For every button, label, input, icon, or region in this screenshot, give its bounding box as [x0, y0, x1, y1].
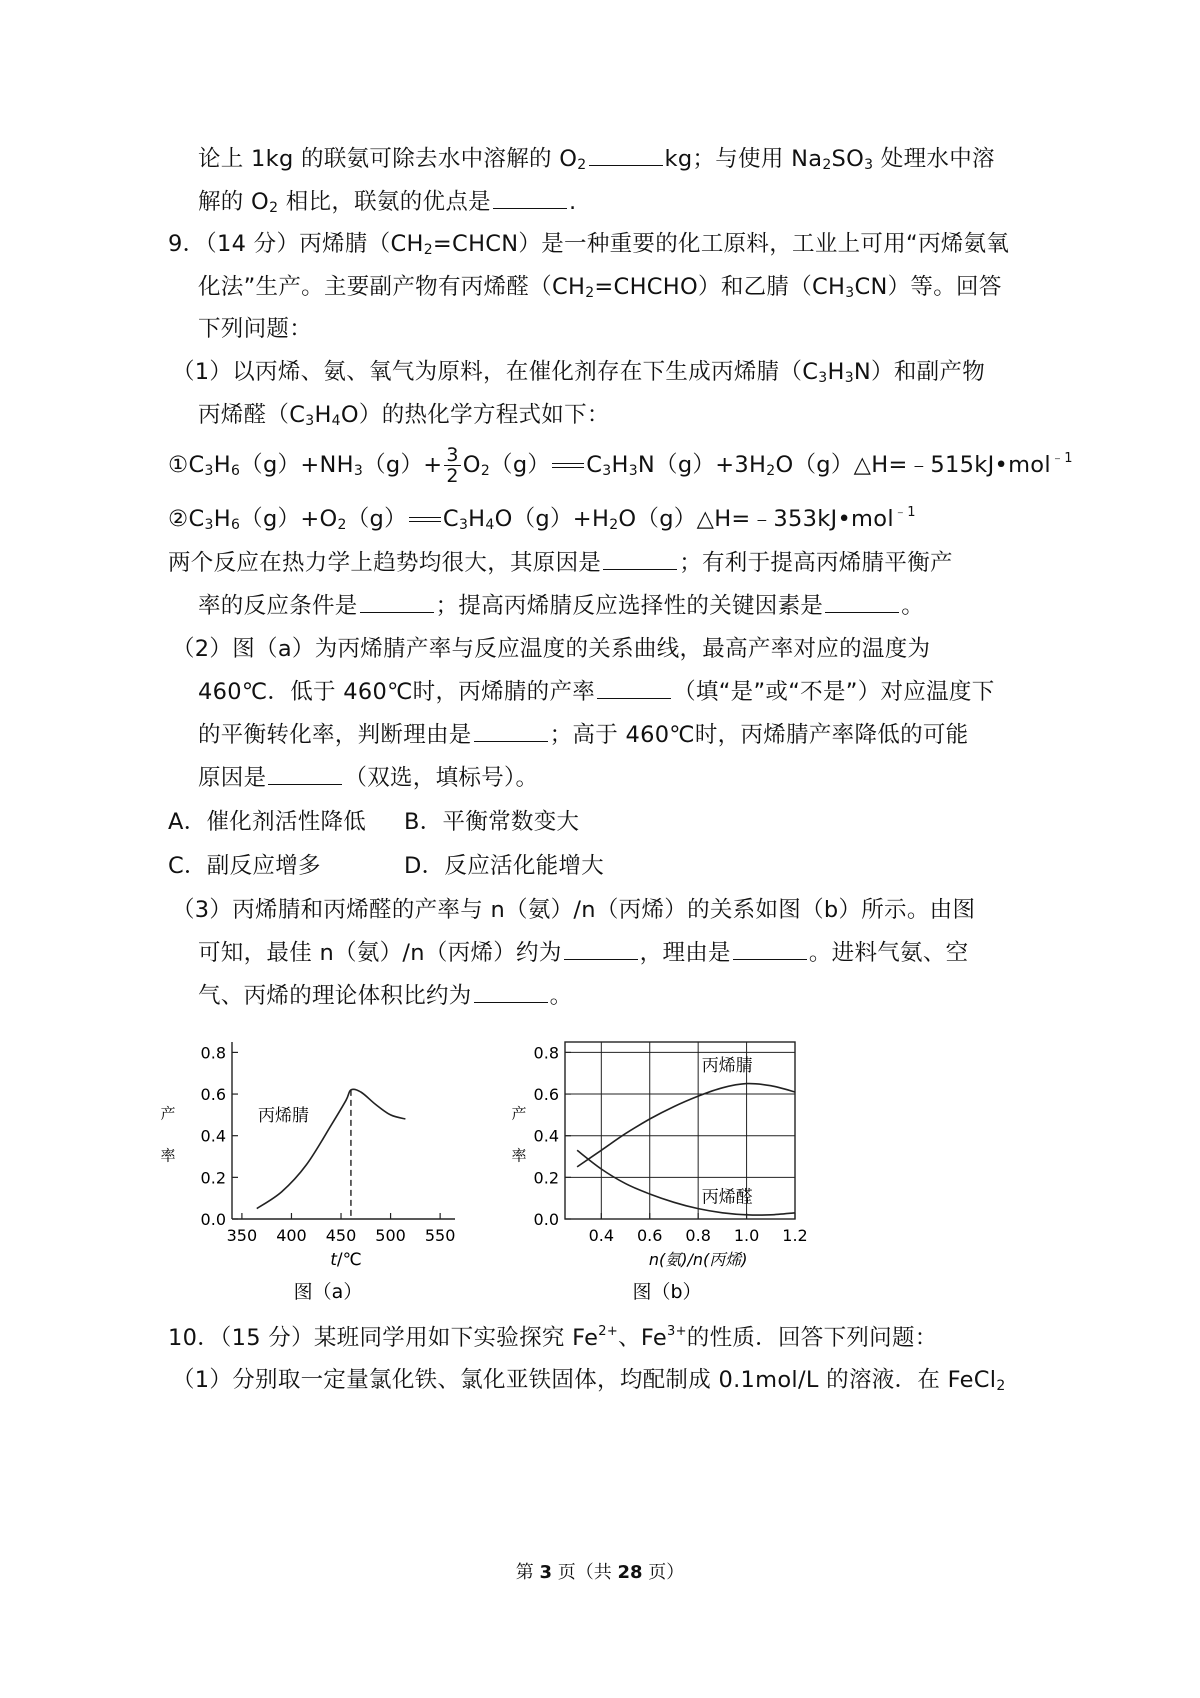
option-a[interactable]: A．催化剂活性降低 — [168, 809, 367, 835]
answer-blank[interactable] — [360, 592, 434, 613]
chart-caption: 图（b） — [632, 1281, 702, 1303]
chart-a — [150, 1022, 480, 1322]
q9-line-2: 化法”生产。主要副产物有丙烯醛$(CH_2=CHCHO)$和乙腈$(CH_3CN)$等。回答 — [198, 274, 1002, 301]
q9-part1-line-2: 丙烯醛$(C_3H_4O)$的热化学方程式如下： — [198, 402, 610, 429]
plot-frame — [565, 1042, 795, 1219]
q8-line-2: 解的 $O_2$ 相比，联氨的优点是 . — [198, 189, 577, 216]
page-footer: 第 3 页（共 28 页） — [515, 1562, 685, 1583]
q9-part3-line-3: 气、丙烯的理论体积比约为 。 — [198, 983, 573, 1009]
answer-blank[interactable] — [603, 549, 677, 570]
q10-line-2: （1）分别取一定量氯化铁、氯化亚铁固体，均配制成 0.1mol/L 的溶液．在 FeCl$_2$ — [172, 1367, 1006, 1394]
y-tick-label: 0.2 — [200, 1168, 226, 1188]
x-tick-label: 350 — [226, 1226, 258, 1245]
series-label-acrylonitrile: 丙烯腈 — [701, 1056, 753, 1077]
answer-blank[interactable] — [733, 939, 807, 960]
q8-line-1: 论上 1kg 的联氨可除去水中溶解的 $O_2$ kg；与使用 $Na_2SO_3$ 处理水中溶 — [198, 146, 995, 173]
equation-1: $①C_3H_6(g)+NH_3(g)+$ $\frac{3}{2}$ $O_2(g)$ $C_3H_3N(g)+3H_2O(g)\triangle H=﹣515kJ•mol^{﹣1}$ — [168, 444, 1073, 487]
x-tick-label: 0.4 — [588, 1226, 615, 1245]
y-tick-label: 0.8 — [533, 1043, 559, 1063]
chart-b — [495, 1022, 825, 1322]
equals-sign — [409, 517, 441, 522]
q9-part3-line-2: 可知，最佳 n（氨）/n（丙烯）约为 ，理由是 。进料气氨、空 — [198, 940, 969, 966]
x-tick-label: 550 — [424, 1226, 456, 1245]
q10-line-1: 10．（15 分）某班同学用如下实验探究 $Fe^{2+}$、$Fe^{3+}$的性质．回答下列问题： — [168, 1324, 938, 1351]
y-tick-label: 0.6 — [533, 1085, 559, 1105]
x-axis-label: n(氨)/n(丙烯) — [648, 1250, 748, 1269]
y-tick-label: 0.0 — [533, 1210, 559, 1229]
y-tick-label: 0.4 — [200, 1126, 226, 1146]
fraction: $\frac{3}{2}$ — [446, 444, 459, 487]
answer-blank[interactable] — [825, 592, 899, 613]
answer-blank[interactable] — [268, 764, 342, 785]
q9-part3-line-1: （3）丙烯腈和丙烯醛的产率与 n（氨）/n（丙烯）的关系如图（b）所示。由图 — [172, 897, 976, 923]
equals-sign — [552, 463, 584, 468]
y-tick-label: 0.4 — [533, 1126, 559, 1146]
x-tick-label: 500 — [375, 1226, 406, 1245]
q9-part2-line-3: 的平衡转化率，判断理由是 ；高于 460℃时，丙烯腈产率降低的可能 — [198, 722, 969, 748]
answer-blank[interactable] — [597, 678, 671, 699]
q9-part1-line-1: （1）以丙烯、氨、氧气为原料，在催化剂存在下生成丙烯腈$(C_3H_3N)$和副产物 — [172, 359, 986, 386]
answer-blank[interactable] — [474, 982, 548, 1003]
x-tick-label: 400 — [276, 1226, 307, 1245]
series-line-2 — [577, 1150, 795, 1215]
q9-part2-line-4: 原因是 （双选，填标号）。 — [198, 765, 539, 791]
q9-part2-line-1: （2）图（a）为丙烯腈产率与反应温度的关系曲线，最高产率对应的温度为 — [172, 636, 931, 662]
x-tick-label: 0.6 — [637, 1226, 663, 1245]
y-tick-label: 0.2 — [533, 1168, 559, 1188]
y-axis-label: 产 — [511, 1104, 527, 1123]
equation-2: $②C_3H_6(g)+O_2(g)$ $C_3H_4O(g)+H_2O(g)\triangle H=﹣353kJ•mol^{﹣1}$ — [168, 505, 916, 533]
answer-blank[interactable] — [474, 721, 548, 742]
q9-text-2: 率的反应条件是 ；提高丙烯腈反应选择性的关键因素是 。 — [198, 593, 925, 619]
option-c[interactable]: C．副反应增多 — [168, 853, 321, 879]
series-label: 丙烯腈 — [258, 1106, 310, 1127]
chart-caption: 图（a） — [293, 1281, 363, 1303]
x-tick-label: 1.2 — [782, 1226, 808, 1245]
answer-blank[interactable] — [589, 145, 663, 166]
y-axis-label: 产 — [160, 1104, 176, 1123]
series-label-acrolein: 丙烯醛 — [701, 1187, 753, 1208]
x-tick-label: 450 — [325, 1226, 357, 1245]
y-tick-label: 0.0 — [200, 1210, 226, 1229]
answer-blank[interactable] — [564, 939, 638, 960]
answer-blank[interactable] — [493, 188, 567, 209]
y-tick-label: 0.8 — [200, 1043, 226, 1063]
y-axis-label: 率 — [511, 1146, 527, 1165]
q9-line-1: 9．（14 分）丙烯腈$(CH_2=CHCN)$是一种重要的化工原料，工业上可用“丙烯氨氧 — [168, 231, 1010, 258]
y-tick-label: 0.6 — [200, 1085, 226, 1105]
option-b[interactable]: B．平衡常数变大 — [404, 809, 580, 835]
option-d[interactable]: D．反应活化能增大 — [404, 853, 605, 879]
x-tick-label: 1.0 — [733, 1226, 760, 1245]
q9-text-1: 两个反应在热力学上趋势均很大，其原因是 ；有利于提高丙烯腈平衡产 — [168, 550, 953, 576]
y-axis-label: 率 — [160, 1146, 176, 1165]
x-tick-label: 0.8 — [685, 1226, 711, 1245]
series-line-1 — [577, 1084, 795, 1167]
x-axis-label: t/℃ — [330, 1250, 362, 1270]
q9-part2-line-2: 460℃．低于 460℃时，丙烯腈的产率 （填“是”或“不是”）对应温度下 — [198, 679, 995, 705]
q9-line-3: 下列问题： — [198, 316, 313, 342]
